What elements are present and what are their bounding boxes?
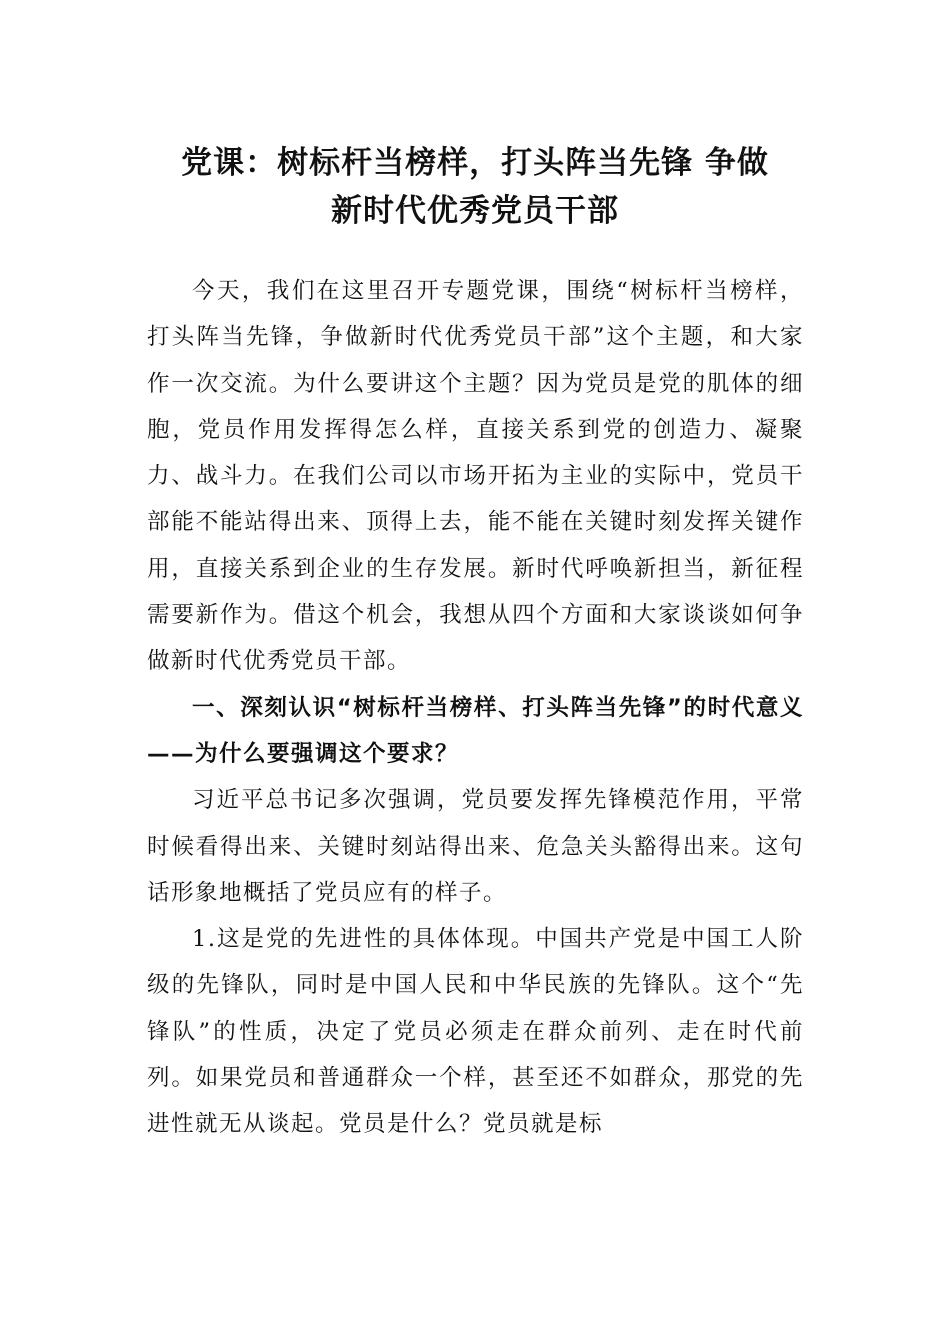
point-paragraph-1: 1.这是党的先进性的具体体现。中国共产党是中国工人阶级的先锋队，同时是中国人民和中华民族的先锋队。这个“先锋队”的性质，决定了党员必须走在群众前列、走在时代前列。如果党员和普通群众一个样，甚至还不如群众，那党的先进性就无从谈起。党员是什么？党员就是标 [147,926,804,1138]
title-line-2: 新时代优秀党员干部 [331,192,619,229]
section-heading-1: 一、深刻认识“树标杆当榜样、打头阵当先锋”的时代意义——为什么要强调这个要求？ [147,694,804,767]
title-line-1: 党课：树标杆当榜样，打头阵当先锋 争做 [181,144,769,181]
document-title [120,139,830,235]
document-body [147,268,804,1148]
intro-paragraph: 今天，我们在这里召开专题党课，围绕“树标杆当榜样，打头阵当先锋，争做新时代优秀党员干部”这个主题，和大家作一次交流。为什么要讲这个主题？因为党员是党的肌体的细胞，党员作用发挥得怎么样，直接关系到党的创造力、凝聚力、战斗力。在我们公司以市场开拓为主业的实际中，党员干部能不能站得出来、顶得上去，能不能在关键时刻发挥关键作用，直接关系到企业的生存发展。新时代呼唤新担当，新征程需要新作为。借这个机会，我想从四个方面和大家谈谈如何争做新时代优秀党员干部。 [147,278,804,675]
body-paragraph: 习近平总书记多次强调，党员要发挥先锋模范作用，平常时候看得出来、关键时刻站得出来、危急关头豁得出来。这句话形象地概括了党员应有的样子。 [147,787,804,906]
